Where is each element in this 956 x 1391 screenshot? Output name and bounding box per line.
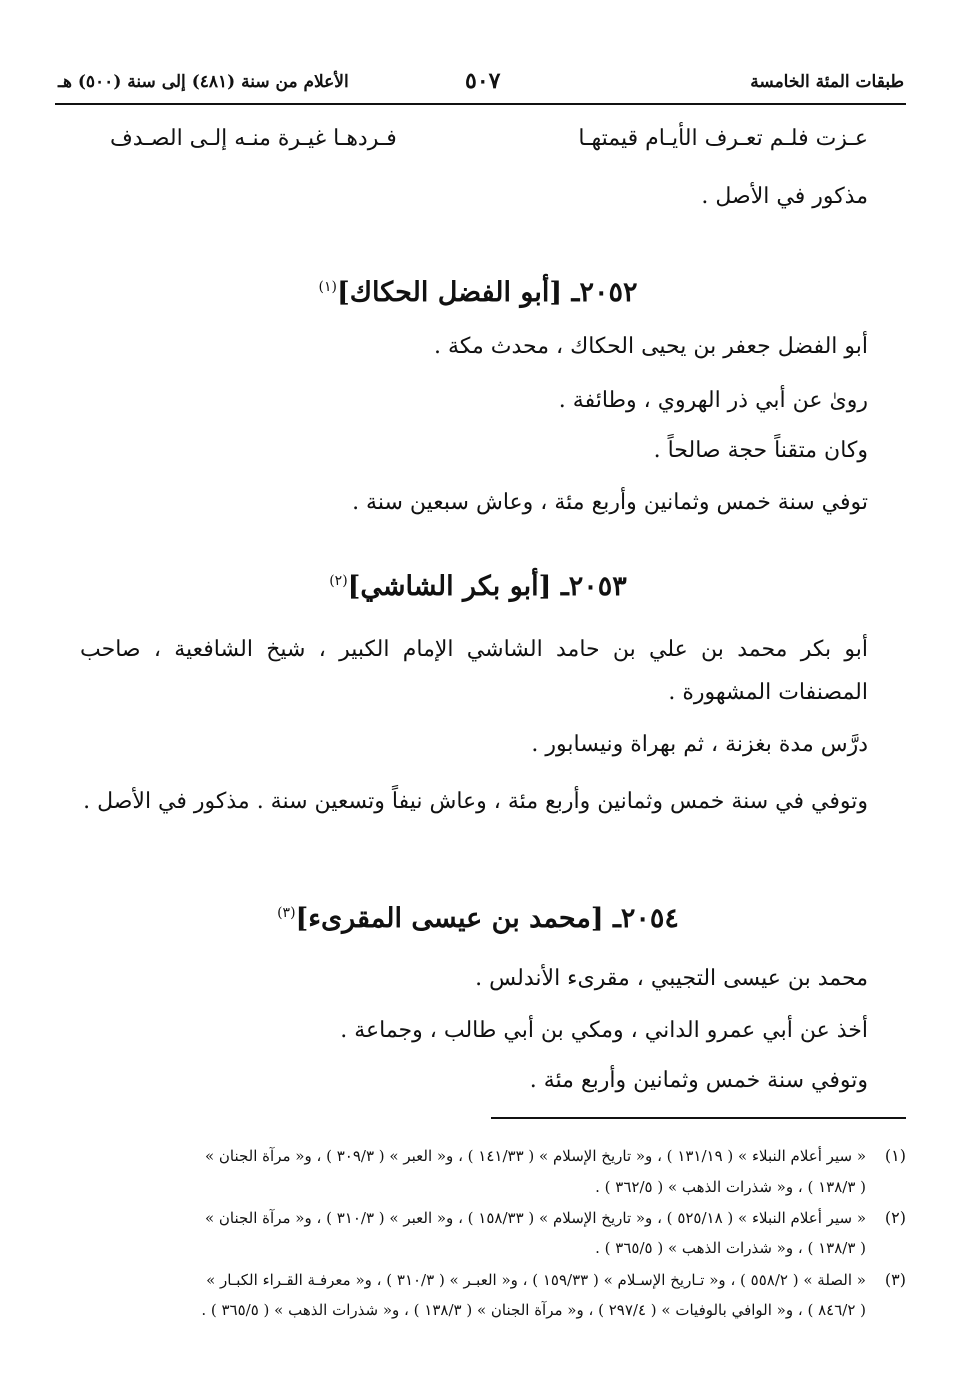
- footnote-number: (٣): [884, 1270, 906, 1289]
- entry-heading-text: ٢٠٥٢ـ [أبو الفضل الحكاك]: [337, 277, 638, 308]
- footnote-line: « سير أعلام النبلاء » ( ٥٢٥/١٨ ) ، و« تاريخ الإسلام » ( ١٥٨/٣٣ ) ، و« العبر » ( ٣١٠/٣ ) ، و« مرآة الجنان »: [204, 1209, 866, 1227]
- intro-line: مذكور في الأصل .: [701, 184, 868, 209]
- footnote-ref: (٣): [277, 905, 296, 921]
- entry-line: درَّس مدة بغزنة ، ثم بهراة ونيسابور .: [531, 732, 868, 757]
- entry-paragraph: أبو بكر محمد بن علي بن حامد الشاشي الإمام الكبير ، شيخ الشافعية ، صاحب المصنفات المشهورة .: [80, 637, 868, 705]
- poem-second-hemistich: فـردهـا غيـرة منـه إلـى الصـدف: [110, 126, 397, 151]
- entry-line: وكان متقناً حجة صالحاً .: [653, 438, 868, 463]
- entry-heading: [0, 903, 956, 934]
- entry-line: وتوفي سنة خمس وثمانين وأربع مئة .: [529, 1068, 868, 1093]
- entry-line: محمد بن عيسى التجيبي ، مقرىء الأندلس .: [475, 966, 868, 991]
- footnote-divider: [491, 1117, 906, 1119]
- header-divider: [55, 103, 906, 105]
- entry-line: أبو الفضل جعفر بن يحيى الحكاك ، محدث مكة .: [434, 334, 868, 359]
- poem-first-hemistich: عـزت فلـم تعـرف الأيـام قيمتهـا: [578, 126, 868, 151]
- footnote-line: « سير أعلام النبلاء » ( ١٣١/١٩ ) ، و« تاريخ الإسلام » ( ١٤١/٣٣ ) ، و« العبر » ( ٣٠٩/٣ ) ، و« مرآة الجنان »: [204, 1147, 866, 1165]
- footnote-ref: (٢): [329, 573, 348, 589]
- entry-heading-text: ٢٠٥٤ـ [محمد بن عيسى المقرىء]: [295, 903, 679, 934]
- entry-line: روىٰ عن أبي ذر الهروي ، وطائفة .: [558, 388, 868, 413]
- entry-paragraph: وتوفي في سنة خمس وثمانين وأربع مئة ، وعاش نيفاً وتسعين سنة . مذكور في الأصل .: [83, 789, 868, 814]
- page-number: ٥٠٧: [465, 68, 501, 94]
- running-header-range: الأعلام من سنة (٤٨١) إلى سنة (٥٠٠) هـ: [58, 72, 349, 92]
- entry-line: أخذ عن أبي عمرو الداني ، ومكي بن أبي طالب ، وجماعة .: [340, 1018, 868, 1043]
- entry-heading: [0, 571, 956, 602]
- footnote-line: ( ٨٤٦/٢ ) ، و« الوافي بالوفيات » ( ٢٩٧/٤ ) ، و« مرآة الجنان » ( ١٣٨/٣ ) ، و« شذرات الذهب » ( ٣٦٥/٥ ) .: [201, 1301, 866, 1319]
- footnote-line: « الصلة » ( ٥٥٨/٢ ) ، و« تـاريخ الإسـلام » ( ١٥٩/٣٣ ) ، و« العبـر » ( ٣١٠/٣ ) ، و« معرفـة القـراء الكبـار »: [206, 1271, 866, 1289]
- footnote-line: ( ١٣٨/٣ ) ، و« شذرات الذهب » ( ٣٦٢/٥ ) .: [595, 1178, 866, 1196]
- entry-heading: [0, 277, 956, 308]
- footnote-number: (١): [884, 1146, 906, 1165]
- entry-heading-text: ٢٠٥٣ـ [أبو بكر الشاشي]: [347, 571, 627, 602]
- footnote-line: ( ١٣٨/٣ ) ، و« شذرات الذهب » ( ٣٦٥/٥ ) .: [595, 1239, 866, 1257]
- footnote-ref: (١): [318, 279, 338, 295]
- footnote-number: (٢): [884, 1208, 906, 1227]
- running-header-title: طبقات المئة الخامسة: [750, 72, 904, 92]
- entry-line: توفي سنة خمس وثمانين وأربع مئة ، وعاش سبعين سنة .: [352, 490, 868, 515]
